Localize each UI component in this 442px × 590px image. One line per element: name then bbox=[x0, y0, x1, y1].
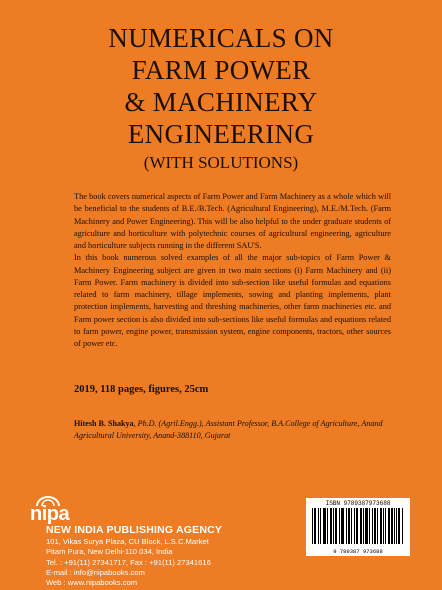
barcode-bar bbox=[391, 508, 392, 544]
barcode-bar bbox=[375, 508, 376, 544]
barcode-bar bbox=[372, 508, 373, 544]
barcode-bar bbox=[349, 508, 350, 544]
description-paragraph-2: In this book numerous solved examples of all the major sub-topics of Farm Power & Machinery Engineering subject are given in two main sections (i) Farm Machinery and (ii) Farm Power. Farm machinery is divided into sub-section like useful formulas and equations related to farm machinery, tillage implements, sowing and planting implements, plant protection implements, harvesting and threshing machineries, other farm machineries etc. and Farm power section is also divided into sub-sections like useful formulas and equations related to farm power, engine power, transmission system, engine components, tractors, other sources of power etc. bbox=[74, 253, 391, 348]
publisher-web: Web : www.nipabooks.com bbox=[46, 578, 138, 588]
book-description bbox=[74, 191, 391, 350]
title-line-3: & MACHINERY bbox=[124, 87, 318, 117]
barcode-bar bbox=[342, 508, 343, 544]
isbn-label: ISBN 9789387973688 bbox=[325, 500, 391, 507]
barcode-bar bbox=[339, 508, 340, 544]
barcode-bar bbox=[318, 508, 319, 544]
barcode-bar bbox=[385, 508, 386, 544]
publisher-phone: Tel. : +91(11) 27341717, Fax : +91(11) 27341616 bbox=[46, 557, 211, 567]
barcode-bars bbox=[312, 508, 404, 544]
barcode-bar bbox=[323, 508, 324, 544]
publication-info: 2019, 118 pages, figures, 25cm bbox=[74, 384, 209, 395]
barcode-bar bbox=[383, 508, 384, 544]
barcode-bar bbox=[381, 508, 382, 544]
author-details: , Ph.D. (Agril.Engg.), Assistant Professor, B.A.College of Agriculture, Anand Agricultural University, Anand-388110, Gujarat bbox=[74, 419, 383, 440]
barcode-bar bbox=[402, 508, 403, 544]
barcode-bar bbox=[333, 508, 334, 544]
barcode-bar bbox=[361, 508, 362, 544]
barcode-bar bbox=[327, 508, 328, 544]
barcode-bar bbox=[330, 508, 331, 544]
barcode-bar bbox=[331, 508, 332, 544]
barcode-bar bbox=[363, 508, 364, 544]
book-title bbox=[0, 22, 442, 174]
barcode-bar bbox=[320, 508, 321, 544]
barcode-bar bbox=[346, 508, 347, 544]
barcode-bar bbox=[374, 508, 375, 544]
isbn-barcode bbox=[306, 498, 410, 556]
barcode-bar bbox=[336, 508, 337, 544]
barcode-bar bbox=[394, 508, 395, 544]
description-paragraph-1: The book covers numerical aspects of Farm Power and Farm Machinery as a whole which will be beneficial to the students of B.E./B.Tech. (Agricultural Engineering), M.E./M.Tech. (Farm Machinery and Power Engineering). This will be also helpful to the under graduate students of agriculture and horticulture with polytechnic courses of agricultural engineering, agriculture and horticulture subjects running in the different SAU'S. bbox=[74, 192, 391, 250]
title-line-4: ENGINEERING bbox=[127, 119, 315, 149]
publisher-address-1: 101, Vikas Surya Plaza, CU Block, L.S.C.Market bbox=[46, 537, 209, 546]
barcode-bar bbox=[360, 508, 361, 544]
barcode-bar bbox=[377, 508, 378, 544]
barcode-bar bbox=[389, 508, 390, 544]
barcode-bar bbox=[354, 508, 355, 544]
barcode-bar bbox=[351, 508, 352, 544]
barcode-bar bbox=[388, 508, 389, 544]
barcode-bar bbox=[357, 508, 358, 544]
barcode-bar bbox=[380, 508, 381, 544]
logo-wordmark: nipa bbox=[30, 503, 70, 525]
barcode-bar bbox=[399, 508, 400, 544]
title-line-2: FARM POWER bbox=[131, 55, 311, 85]
barcode-bar bbox=[367, 508, 368, 544]
author-info bbox=[74, 418, 394, 442]
barcode-bar bbox=[335, 508, 336, 544]
title-line-1: NUMERICALS ON bbox=[108, 23, 334, 53]
barcode-bar bbox=[396, 508, 397, 544]
barcode-bar bbox=[348, 508, 349, 544]
barcode-bar bbox=[369, 508, 370, 544]
barcode-bar bbox=[366, 508, 367, 544]
barcode-bar bbox=[324, 508, 325, 544]
barcode-bar bbox=[312, 508, 313, 544]
publisher-email: E-mail : info@nipabooks.com bbox=[46, 567, 145, 577]
publisher-address-2: Pitam Pura, New Delhi-110 034, India bbox=[46, 547, 173, 557]
barcode-bar bbox=[314, 508, 315, 544]
barcode-bar bbox=[341, 508, 342, 544]
barcode-bar bbox=[392, 508, 393, 544]
book-subtitle: (WITH SOLUTIONS) bbox=[143, 153, 299, 172]
barcode-bar bbox=[343, 508, 344, 544]
barcode-bar bbox=[398, 508, 399, 544]
barcode-bar bbox=[365, 508, 366, 544]
barcode-bar bbox=[325, 508, 326, 544]
barcode-bar bbox=[315, 508, 316, 544]
publisher-name: NEW INDIA PUBLISHING AGENCY bbox=[46, 524, 223, 536]
barcode-digits: 9 789387 973688 bbox=[333, 548, 383, 555]
barcode-bar bbox=[356, 508, 357, 544]
publisher-block bbox=[46, 524, 266, 588]
author-name: Hitesh B. Shakya bbox=[74, 419, 134, 428]
